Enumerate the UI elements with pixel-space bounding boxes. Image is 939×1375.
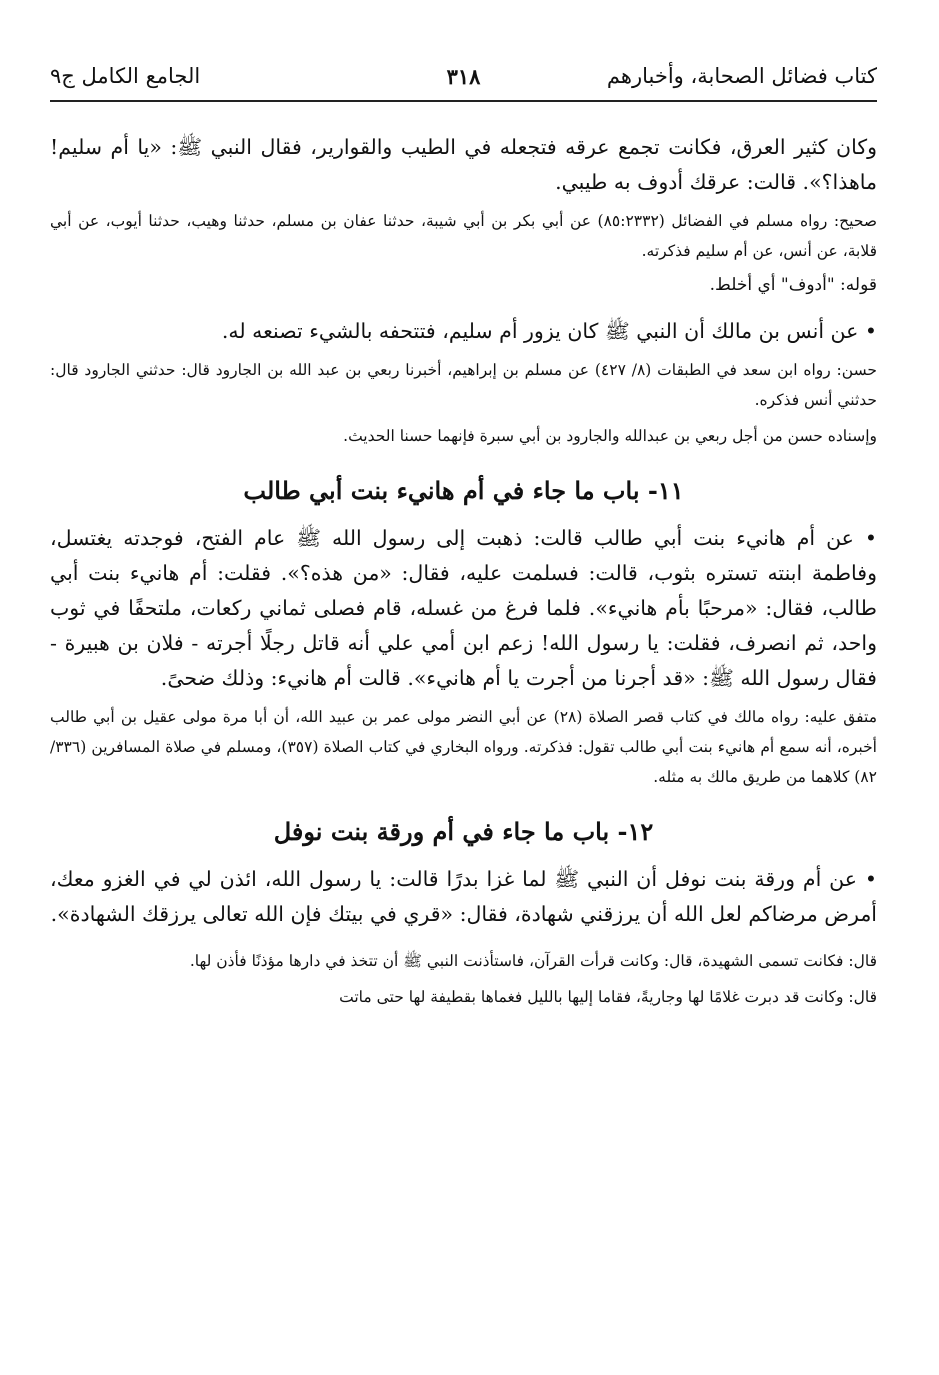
chapter-heading: ١٢- باب ما جاء في أم ورقة بنت نوفل — [273, 817, 654, 846]
isnad-note: وإسناده حسن من أجل ربعي بن عبدالله والجارود بن أبي سبرة فإنهما حسنا الحديث. — [343, 427, 877, 445]
hadith-grading-note: حسن: رواه ابن سعد في الطبقات (٨/ ٤٢٧) عن مسلم بن إبراهيم، أخبرنا ربعي بن عبد الله بن الجارود قال: حدثني الجارود قال: حدثني أنس فذكره. — [50, 361, 877, 409]
hadith-grading-note: صحيح: رواه مسلم في الفضائل (٨٥:٢٣٣٢) عن أبي بكر بن أبي شيبة، حدثنا عفان بن مسلم، حدثنا وهيب، حدثنا أيوب، عن أبي قلابة، عن أنس، عن أم سليم فذكرته. — [50, 212, 877, 260]
hadith-text: وكان كثير العرق، فكانت تجمع عرقه فتجعله في الطيب والقوارير، فقال النبي ﷺ: «يا أم سليم! ماهذا؟». قالت: عرقك أدوف به طيبي. — [50, 135, 877, 194]
chapter-heading: ١١- باب ما جاء في أم هانيء بنت أبي طالب — [243, 476, 684, 505]
hadith-text: • عن أم هانيء بنت أبي طالب قالت: ذهبت إلى رسول الله ﷺ عام الفتح، فوجدته يغتسل، وفاطمة ابنته تستره بثوب، قالت: فسلمت عليه، فقال: «من هذه؟». فقلت: أم هانيء بنت أبي طالب، فقال: «مرحبًا بأم هانيء». فلما فرغ من غسله، قام فصلى ثماني ركعات، ملتحفًا في ثوب واحد، ثم انصرف، فقلت: يا رسول الله! زعم ابن أمي علي أنه قاتل رجلًا أجرته - فلان بن هبيرة - فقال رسول الله ﷺ: «قد أجرنا من أجرت يا أم هانيء». قالت أم هانيء: وذلك ضحىً. — [50, 526, 877, 690]
hadith-text: • عن أنس بن مالك أن النبي ﷺ كان يزور أم سليم، فتتحفه بالشيء تصنعه له. — [221, 319, 877, 343]
hadith-text: • عن أم ورقة بنت نوفل أن النبي ﷺ لما غزا بدرًا قالت: يا رسول الله، ائذن لي في الغزو معك، أمرض مرضاكم لعل الله أن يرزقني شهادة، فقال: «قري في بيتك فإن الله تعالى يرزقك الشهادة». — [50, 867, 877, 926]
page-header — [50, 62, 877, 102]
word-explanation: قوله: "أدوف" أي أخلط. — [709, 275, 877, 295]
narration-note: قال: فكانت تسمى الشهيدة، قال: وكانت قرأت القرآن، فاستأذنت النبي ﷺ أن تتخذ في دارها مؤذنًا فأذن لها. — [189, 952, 877, 970]
page-number: ٣١٨ — [446, 64, 481, 89]
hadith-grading-note: متفق عليه: رواه مالك في كتاب قصر الصلاة (٢٨) عن أبي النضر مولى عمر بن عبيد الله، أن أبا مرة مولى عقيل بن أبي طالب أخبره، أنه سمع أم هانيء بنت أبي طالب تقول: فذكرته. ورواه البخاري في كتاب الصلاة (٣٥٧)، ومسلم في صلاة المسافرين (٣٣٦/ ٨٢) كلاهما من طريق مالك به مثله. — [50, 708, 877, 786]
narration-note: قال: وكانت قد دبرت غلامًا لها وجاريةً، فقاما إليها بالليل فغماها بقطيفة لها حتى ماتت — [339, 988, 877, 1006]
header-book-section: كتاب فضائل الصحابة، وأخبارهم — [606, 64, 877, 88]
header-book-title: الجامع الكامل ج٩ — [50, 64, 201, 88]
page-body — [50, 130, 877, 1012]
